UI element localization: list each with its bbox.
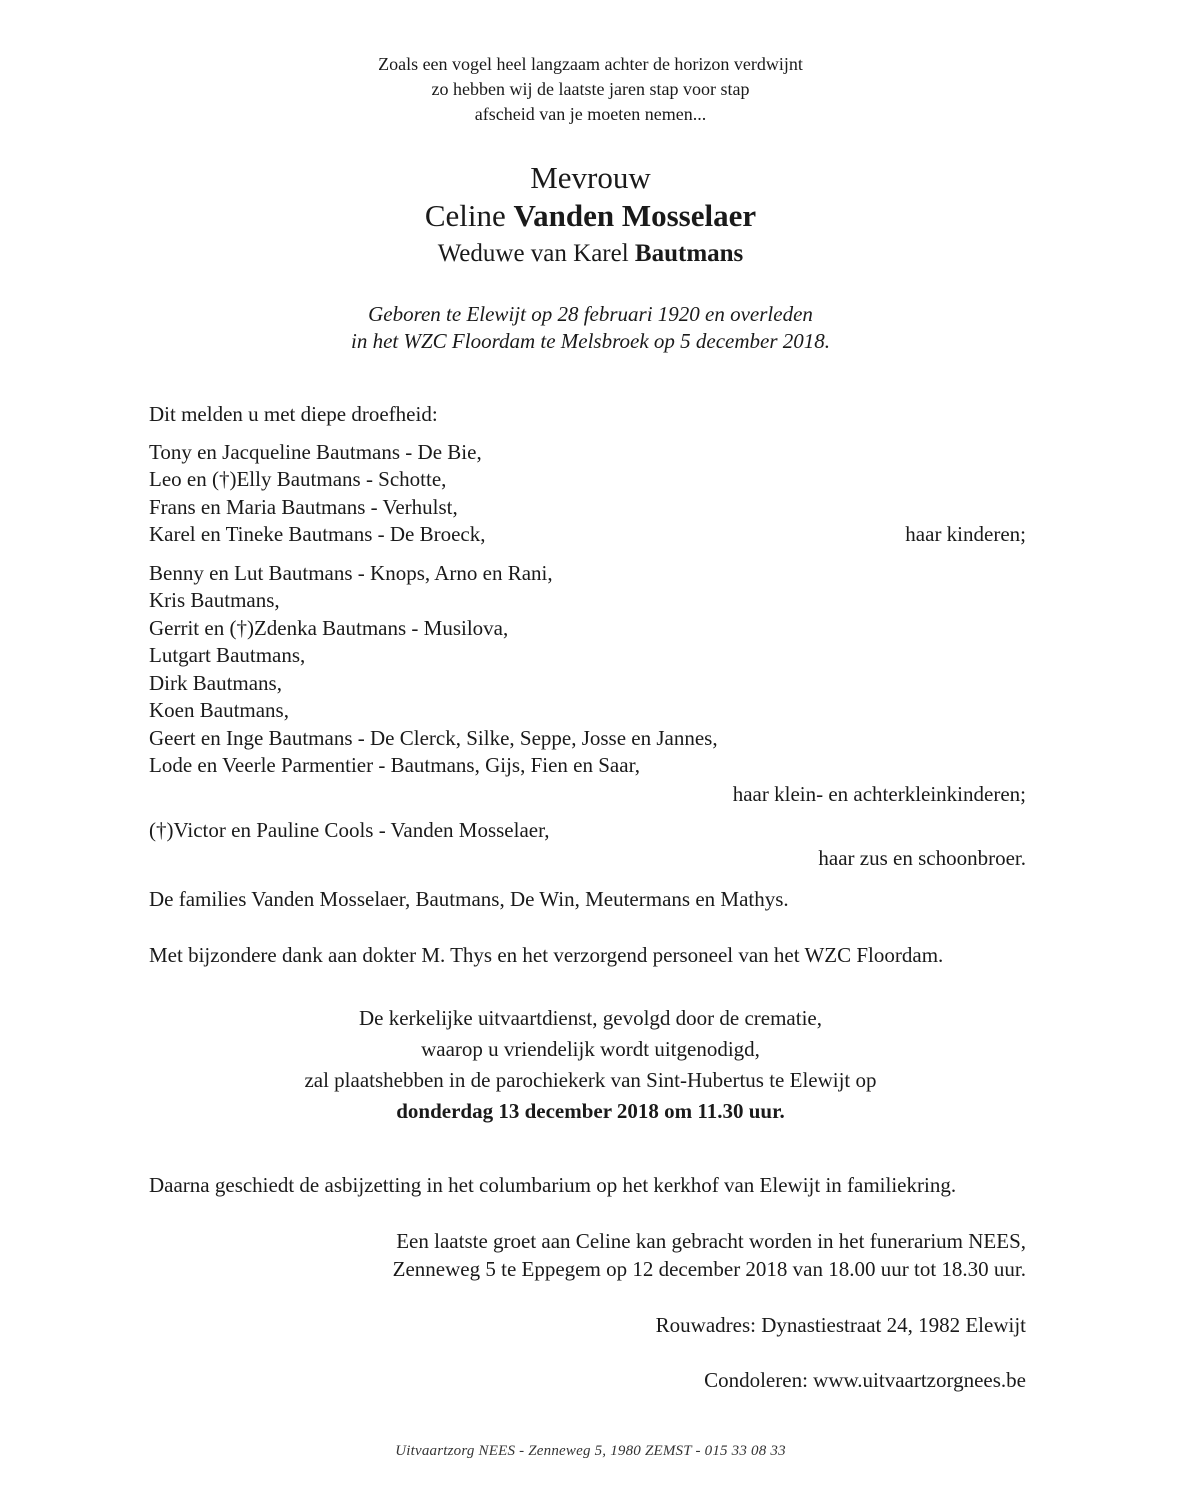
- condolences-line: Condoleren: www.uitvaartzorgnees.be: [704, 1368, 1026, 1392]
- widow-last-name: Bautmans: [634, 240, 744, 267]
- poem-line-3: afscheid van je moeten nemen...: [474, 104, 707, 124]
- poem-line-2: zo hebben wij de laatste jaren stap voor stap: [431, 79, 750, 99]
- grandchild-line: Dirk Bautmans,: [149, 671, 282, 695]
- service-line-1: De kerkelijke uitvaartdienst, gevolgd door de crematie,: [359, 1006, 822, 1030]
- service-line-2: waarop u vriendelijk wordt uitgenodigd,: [421, 1037, 760, 1061]
- sibling-line: (†)Victor en Pauline Cools - Vanden Mosselaer,: [149, 818, 550, 842]
- footer-line: Uitvaartzorg NEES - Zenneweg 5, 1980 ZEMST - 015 33 08 33: [395, 1443, 786, 1459]
- children-role: haar kinderen;: [905, 522, 1026, 546]
- grandchild-line: Lode en Veerle Parmentier - Bautmans, Gijs, Fien en Saar,: [149, 753, 640, 777]
- visitation-line-2: Zenneweg 5 te Eppegem op 12 december 2018 van 18.00 uur tot 18.30 uur.: [392, 1257, 1026, 1281]
- sibling-role: haar zus en schoonbroer.: [818, 846, 1026, 870]
- last-name: Vanden Mosselaer: [513, 198, 757, 233]
- grandchild-line: Geert en Inge Bautmans - De Clerck, Silke, Seppe, Josse en Jannes,: [149, 726, 718, 750]
- interment-line: Daarna geschiedt de asbijzetting in het columbarium op het kerkhof van Elewijt in familiekring.: [149, 1173, 957, 1197]
- service-date: [0, 1099, 1181, 1124]
- service-date-text: donderdag 13 december 2018 om 11.30 uur.: [396, 1099, 785, 1123]
- grandchild-line: Koen Bautmans,: [149, 698, 289, 722]
- deceased-name: [0, 198, 1181, 234]
- grandchild-line: Gerrit en (†)Zdenka Bautmans - Musilova,: [149, 616, 509, 640]
- honorific: Mevrouw: [530, 160, 651, 195]
- widow-prefix: Weduwe van Karel: [437, 240, 629, 267]
- birth-death-line-2: in het WZC Floordam te Melsbroek op 5 december 2018.: [350, 329, 831, 353]
- grandchild-line: Lutgart Bautmans,: [149, 643, 306, 667]
- service-line-3: zal plaatshebben in de parochiekerk van Sint-Hubertus te Elewijt op: [304, 1068, 877, 1092]
- birth-death-line-1: Geboren te Elewijt op 28 februari 1920 en overleden: [368, 302, 813, 326]
- mourning-address: Rouwadres: Dynastiestraat 24, 1982 Elewijt: [655, 1313, 1026, 1337]
- child-line: Leo en (†)Elly Bautmans - Schotte,: [149, 467, 447, 491]
- families-line: De families Vanden Mosselaer, Bautmans, De Win, Meutermans en Mathys.: [149, 887, 789, 911]
- grandchild-line: Benny en Lut Bautmans - Knops, Arno en Rani,: [149, 561, 553, 585]
- child-line: Karel en Tineke Bautmans - De Broeck,: [149, 522, 486, 546]
- child-line: Tony en Jacqueline Bautmans - De Bie,: [149, 440, 482, 464]
- grandchildren-role: haar klein- en achterkleinkinderen;: [732, 782, 1026, 806]
- poem-line-1: Zoals een vogel heel langzaam achter de horizon verdwijnt: [378, 54, 803, 74]
- child-line: Frans en Maria Bautmans - Verhulst,: [149, 495, 458, 519]
- visitation-line-1: Een laatste groet aan Celine kan gebracht worden in het funerarium NEES,: [396, 1229, 1026, 1253]
- announce-intro: Dit melden u met diepe droefheid:: [149, 402, 438, 426]
- grandchild-line: Kris Bautmans,: [149, 588, 280, 612]
- first-name: Celine: [424, 198, 506, 233]
- widow-line: [0, 240, 1181, 268]
- thanks-line: Met bijzondere dank aan dokter M. Thys en het verzorgend personeel van het WZC Floordam.: [149, 943, 944, 967]
